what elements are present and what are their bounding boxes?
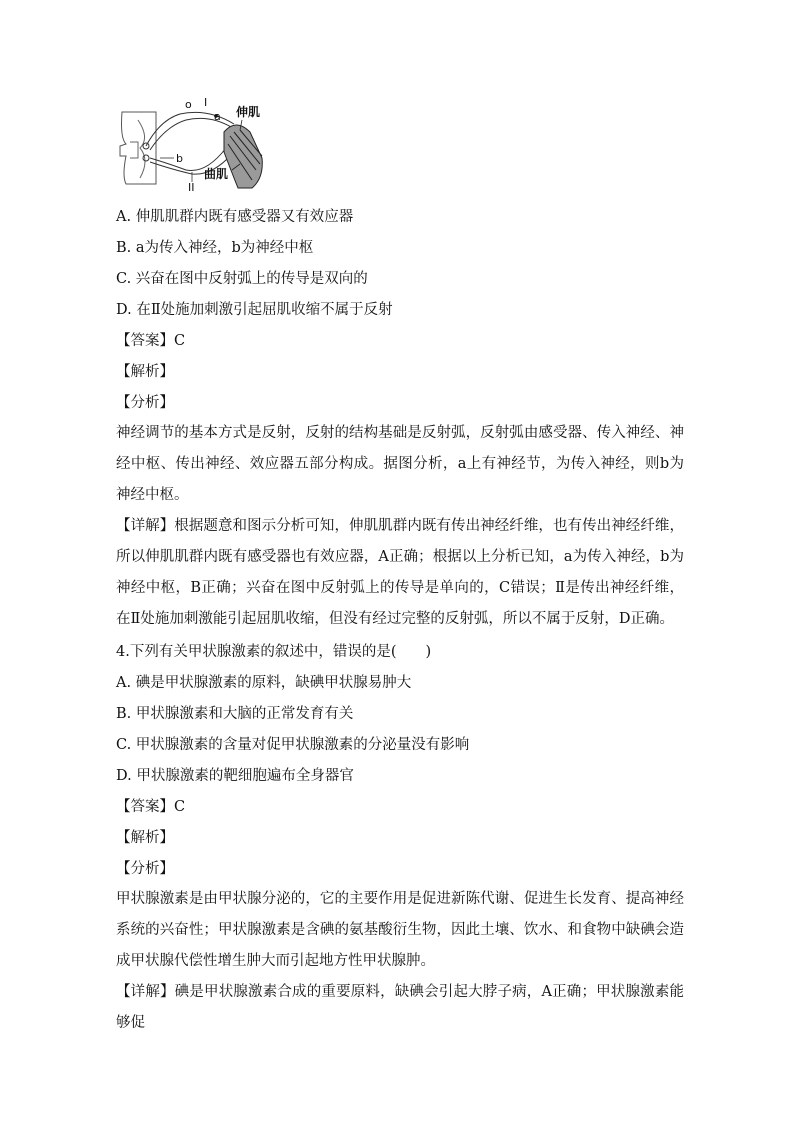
label-a: a <box>214 110 221 123</box>
grey-matter <box>138 120 145 178</box>
q4-analysis: 甲状腺激素是由甲状腺分泌的，它的主要作用是促进新陈代谢、促进生长发育、提高神经系统的兴奋性；甲状腺激素是含碘的氨基酸衍生物，因此土壤、饮水、和食物中缺碘会造成甲状腺代偿性增生肿大而引起地方性甲状腺肿。 <box>116 891 684 969</box>
q3-option-a: A. 伸肌肌群内既有感受器又有效应器 <box>116 209 354 225</box>
q3-answer: 【答案】C <box>116 333 186 349</box>
interneuron-body-2 <box>143 155 149 161</box>
q3-option-c: C. 兴奋在图中反射弧上的传导是双向的 <box>116 271 368 287</box>
label-b: b <box>176 152 183 165</box>
label-two: II <box>188 181 195 192</box>
q3-option-b: B. a为传入神经，b为神经中枢 <box>116 240 314 256</box>
q4-fenxi-heading: 【分析】 <box>116 861 174 877</box>
label-extensor: 伸肌 <box>236 105 261 119</box>
q4-option-c: C. 甲状腺激素的含量对促甲状腺激素的分泌量没有影响 <box>116 737 470 753</box>
label-one: I <box>204 98 208 109</box>
label-o: o <box>185 98 192 111</box>
q3-option-d: D. 在Ⅱ处施加刺激引起屈肌收缩不属于反射 <box>116 302 393 318</box>
q4-question: 4.下列有关甲状腺激素的叙述中，错误的是( ) <box>116 644 432 660</box>
q4-detail: 【详解】碘是甲状腺激素合成的重要原料，缺碘会引起大脖子病，A正确；甲状腺激素能够促 <box>116 984 684 1031</box>
afferent-nerve-path <box>146 112 234 146</box>
spinal-cord-inner <box>130 142 138 158</box>
q3-analysis: 神经调节的基本方式是反射，反射的结构基础是反射弧，反射弧由感受器、传入神经、神经中枢、传出神经、效应器五部分构成。据图分析，a上有神经节，为传入神经，则b为神经中枢。 <box>116 425 684 503</box>
q3-fenxi-heading: 【分析】 <box>116 395 174 411</box>
q3-jiexi-heading: 【解析】 <box>116 364 174 380</box>
q4-option-d: D. 甲状腺激素的靶细胞遍布全身器官 <box>116 768 354 784</box>
q4-option-a: A. 碘是甲状腺激素的原料，缺碘甲状腺易肿大 <box>116 675 412 691</box>
q3-detail: 【详解】根据题意和图示分析可知，伸肌肌群内既有传出神经纤维，也有传出神经纤维，所以伸肌肌群内既有感受器也有效应器，A正确；根据以上分析已知，a为传入神经，b为神经中枢，B正确；兴奋在图中反射弧上的传导是单向的，C错误；Ⅱ是传出神经纤维，在Ⅱ处施加刺激能引起屈肌收缩，但没有经过完整的反射弧，所以不属于反射，D正确。 <box>116 518 684 627</box>
reflex-arc-figure <box>116 98 276 192</box>
q4-answer: 【答案】C <box>116 799 186 815</box>
label-flexor: 曲肌 <box>204 167 229 181</box>
q4-option-b: B. 甲状腺激素和大脑的正常发育有关 <box>116 706 354 722</box>
q4-jiexi-heading: 【解析】 <box>116 830 174 846</box>
